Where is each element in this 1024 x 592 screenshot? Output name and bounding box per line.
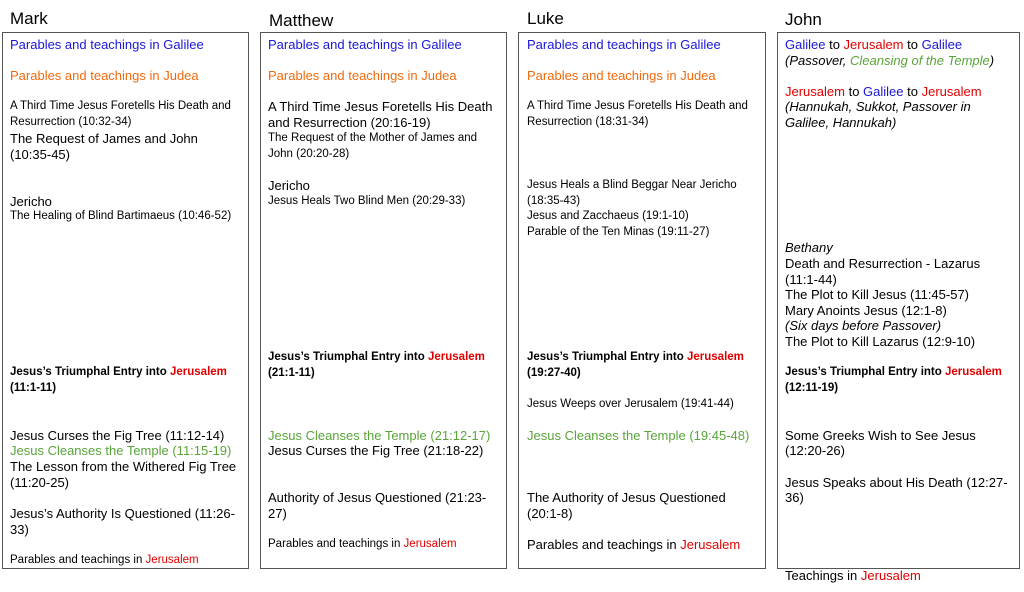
mark-triumphal-entry: Jesus’s Triumphal Entry into Jerusalem (10, 366, 227, 378)
john-greeks-1: Some Greeks Wish to See Jesus (785, 428, 976, 443)
luke-galilee: Parables and teachings in Galilee (527, 37, 721, 52)
luke-authority-2: (20:1-8) (527, 506, 573, 521)
john-feast-2b: Galilee, Hannukah) (785, 115, 897, 130)
john-route-1: Galilee to Jerusalem to Galilee (785, 37, 963, 52)
mark-jericho: Jericho (10, 194, 52, 209)
luke-third-foretells-2: Resurrection (18:31-34) (527, 116, 649, 128)
column-header-luke: Luke (527, 9, 564, 28)
mark-authority-1: Jesus’s Authority Is Questioned (11:26- (10, 506, 235, 521)
luke-parables-jerusalem: Parables and teachings in Jerusalem (527, 537, 741, 552)
luke-heals-beggar-1: Jesus Heals a Blind Beggar Near Jericho (527, 179, 737, 191)
matthew-request-2: John (20:20-28) (268, 148, 350, 160)
mark-lesson-1: The Lesson from the Withered Fig Tree (10, 459, 237, 474)
mark-third-foretells-1: A Third Time Jesus Foretells His Death and (10, 100, 231, 112)
john-plot-lazarus: The Plot to Kill Lazarus (12:9-10) (785, 334, 976, 349)
jerusalem-label: Jerusalem (944, 366, 1002, 378)
john-feast-2a: (Hannukah, Sukkot, Passover in (785, 99, 971, 114)
john-triumphal-ref: (12:11-19) (785, 382, 839, 394)
matthew-triumphal-ref: (21:1-11) (268, 367, 315, 379)
jerusalem-label: Jerusalem (686, 351, 744, 363)
john-lazarus-1: Death and Resurrection - Lazarus (785, 256, 981, 271)
luke-ten-minas: Parable of the Ten Minas (19:11-27) (527, 226, 710, 238)
jerusalem-label: Jerusalem (403, 538, 457, 550)
jerusalem-label: Jerusalem (680, 537, 741, 552)
luke-triumphal-ref: (19:27-40) (527, 367, 581, 379)
jerusalem-label: Jerusalem (860, 568, 921, 583)
mark-galilee: Parables and teachings in Galilee (10, 37, 204, 52)
mark-request-2: (10:35-45) (10, 147, 70, 162)
column-header-mark: Mark (10, 9, 48, 28)
matthew-jericho: Jericho (268, 178, 310, 193)
mark-fig-tree: Jesus Curses the Fig Tree (11:12-14) (10, 428, 225, 443)
mark-triumphal-ref: (11:1-11) (10, 382, 57, 394)
matthew-triumphal-entry: Jesus’s Triumphal Entry into Jerusalem (268, 351, 485, 363)
luke-zacchaeus: Jesus and Zacchaeus (19:1-10) (527, 210, 689, 222)
jerusalem-label: Jerusalem (145, 554, 199, 566)
mark-judea: Parables and teachings in Judea (10, 68, 199, 83)
matthew-healing: Jesus Heals Two Blind Men (20:29-33) (268, 195, 466, 207)
jerusalem-label: Jerusalem (427, 351, 485, 363)
john-plot-jesus: The Plot to Kill Jesus (11:45-57) (785, 287, 970, 302)
john-bethany: Bethany (785, 240, 833, 255)
matthew-galilee: Parables and teachings in Galilee (268, 37, 462, 52)
john-greeks-2: (12:20-26) (785, 443, 845, 458)
john-six-days: (Six days before Passover) (785, 318, 942, 333)
column-header-john: John (785, 10, 822, 29)
matthew-request-1: The Request of the Mother of James and (268, 132, 478, 144)
mark-third-foretells-2: Resurrection (10:32-34) (10, 116, 132, 128)
mark-request-1: The Request of James and John (10, 131, 198, 146)
matthew-judea: Parables and teachings in Judea (268, 68, 457, 83)
jerusalem-label: Jerusalem (169, 366, 227, 378)
luke-authority-1: The Authority of Jesus Questioned (527, 490, 726, 505)
john-mary-anoints: Mary Anoints Jesus (12:1-8) (785, 303, 947, 318)
luke-triumphal-entry: Jesus’s Triumphal Entry into Jerusalem (527, 351, 744, 363)
john-route-2: Jerusalem to Galilee to Jerusalem (785, 84, 982, 99)
column-header-matthew: Matthew (269, 11, 334, 30)
mark-cleanses-temple: Jesus Cleanses the Temple (11:15-19) (10, 443, 232, 458)
matthew-fig-tree: Jesus Curses the Fig Tree (21:18-22) (268, 443, 484, 458)
john-speaks-death-1: Jesus Speaks about His Death (12:27- (785, 475, 1008, 490)
luke-heals-beggar-2: (18:35-43) (527, 195, 581, 207)
matthew-cleanses-temple: Jesus Cleanses the Temple (21:12-17) (268, 428, 491, 443)
luke-third-foretells-1: A Third Time Jesus Foretells His Death and (527, 100, 748, 112)
mark-authority-2: 33) (10, 522, 29, 537)
luke-weeps: Jesus Weeps over Jerusalem (19:41-44) (527, 398, 734, 410)
john-teachings-jerusalem: Teachings in Jerusalem (785, 568, 921, 583)
mark-healing: The Healing of Blind Bartimaeus (10:46-52) (10, 210, 232, 222)
mark-lesson-2: (11:20-25) (10, 475, 70, 490)
matthew-parables-jerusalem: Parables and teachings in Jerusalem (268, 538, 457, 550)
john-feast-1: (Passover, Cleansing of the Temple) (785, 53, 995, 68)
john-speaks-death-2: 36) (785, 490, 804, 505)
matthew-third-foretells-1: A Third Time Jesus Foretells His Death (268, 99, 493, 114)
john-lazarus-2: (11:1-44) (785, 272, 837, 287)
matthew-authority-2: 27) (268, 506, 287, 521)
john-triumphal-entry: Jesus’s Triumphal Entry into Jerusalem (785, 366, 1002, 378)
luke-judea: Parables and teachings in Judea (527, 68, 716, 83)
luke-cleanses-temple: Jesus Cleanses the Temple (19:45-48) (527, 428, 750, 443)
matthew-authority-1: Authority of Jesus Questioned (21:23- (268, 490, 487, 505)
mark-parables-jerusalem: Parables and teachings in Jerusalem (10, 554, 199, 566)
matthew-third-foretells-2: and Resurrection (20:16-19) (268, 115, 431, 130)
